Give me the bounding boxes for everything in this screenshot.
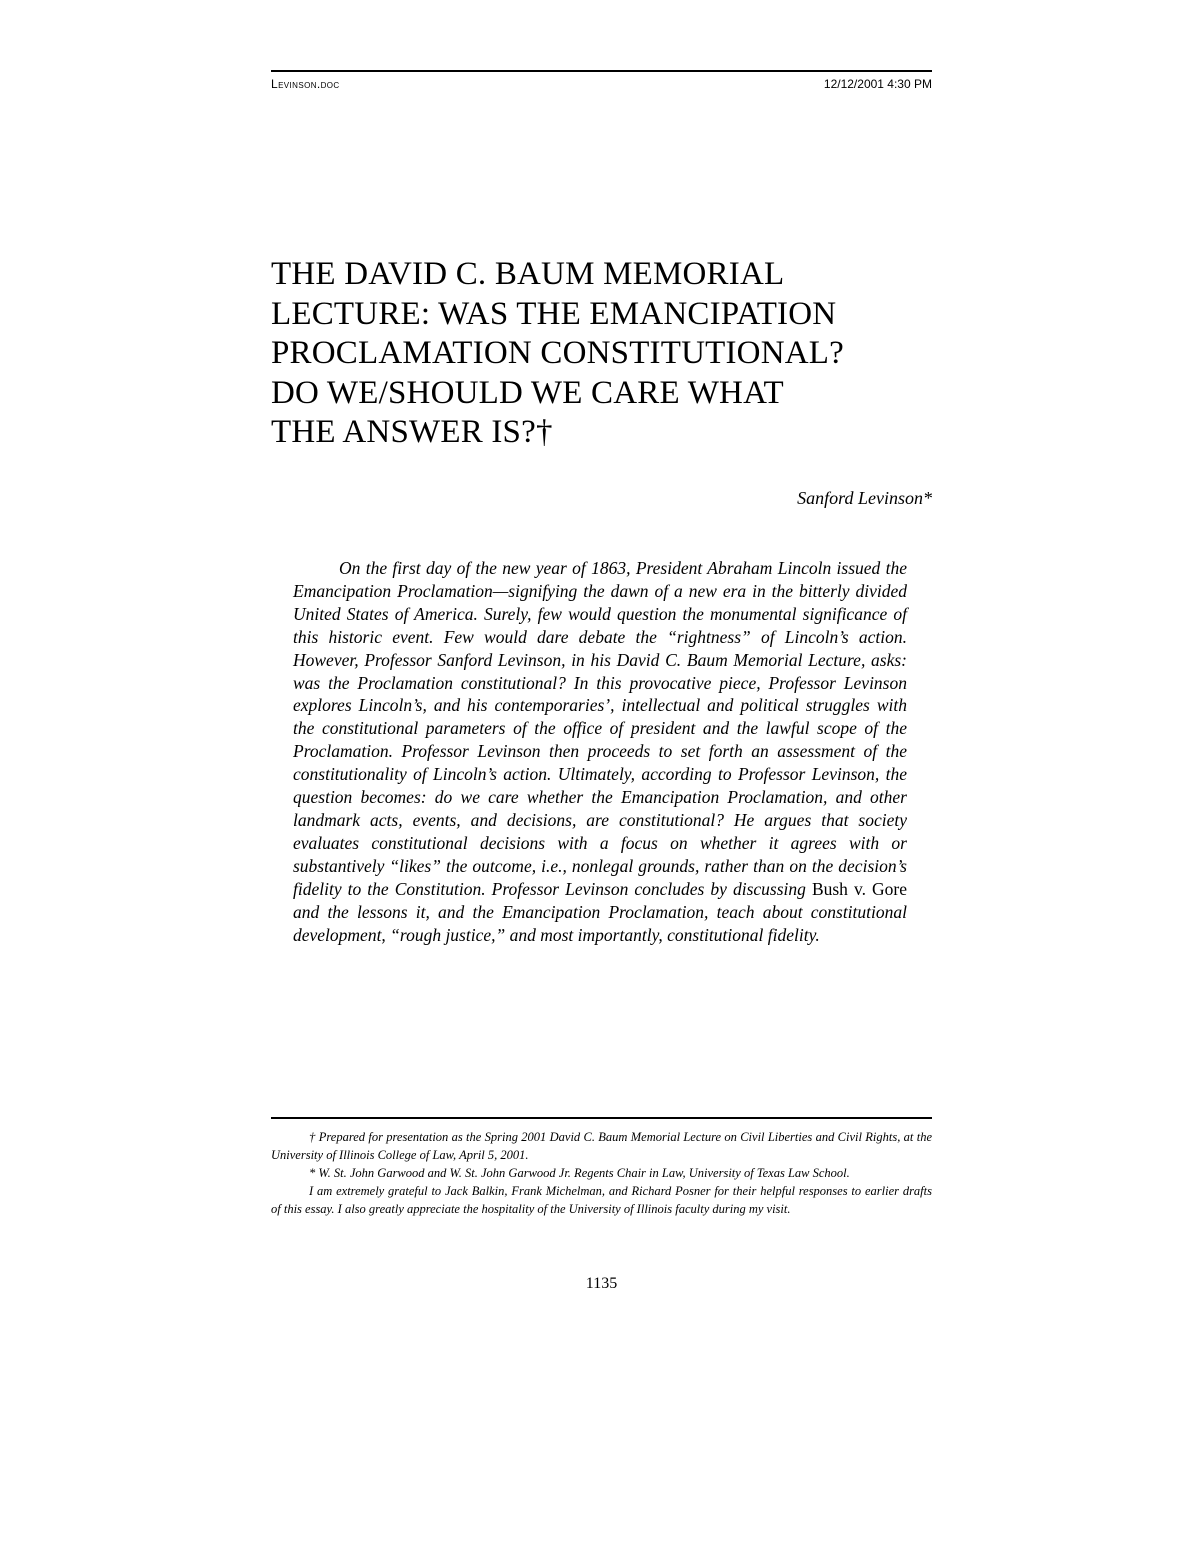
title-line: THE ANSWER IS?† — [271, 414, 553, 450]
header-filename: Levinson.doc — [271, 77, 340, 91]
footnote-divider — [271, 1117, 932, 1119]
article-title — [271, 255, 941, 453]
abstract-text: On the first day of the new year of 1863, President Abraham Lincoln issued the Emancipation Proclamation—signifying the dawn of a new era in the bitterly divided United States of America. Surely, few would question the monumental significance of this historic event. Few would dare debate the “rightness” of Lincoln’s action. However, Professor Sanford Levinson, in his David C. Baum Memorial Lecture, asks: was the Proclamation constitutional? In this provocative piece, Professor Levinson explores Lincoln’s, and his contemporaries’, intellectual and political struggles with the constitutional parameters of the office of president and the lawful scope of the Proclamation. Professor Levinson then proceeds to set forth an assessment of the constitutionality of Lincoln’s action. Ultimately, according to Professor Levinson, the question becomes: do we care whether the Emancipation Proclamation, and other landmark acts, events, and decisions, are constitutional? He argues that society evaluates constitutional decisions with a focus on whether it agrees with or substantively “likes” the outcome, i.e., nonlegal grounds, rather than on the decision’s fidelity to the Constitution. Professor Levinson concludes by discussing — [293, 558, 907, 899]
page-number: 1135 — [585, 1275, 618, 1292]
header-timestamp: 12/12/2001 4:30 PM — [823, 77, 932, 91]
author-name: Sanford Levinson* — [797, 488, 932, 508]
title-line: LECTURE: WAS THE EMANCIPATION — [271, 295, 837, 332]
abstract — [293, 557, 907, 946]
abstract-text-end: and the lessons it, and the Emancipation Proclamation, teach about constitutional development, “rough justice,” and most importantly, constitutional fidelity. — [293, 901, 907, 945]
title-line: THE DAVID C. BAUM MEMORIAL — [271, 256, 785, 292]
footnote-author: * W. St. John Garwood and W. St. John Garwood Jr. Regents Chair in Law, University of Texas Law School. — [309, 1166, 850, 1180]
title-line: DO WE/SHOULD WE CARE WHAT — [271, 374, 784, 411]
running-header — [271, 70, 932, 91]
title-line: PROCLAMATION CONSTITUTIONAL? — [271, 335, 844, 371]
footnote-acknowledgment: I am extremely grateful to Jack Balkin, Frank Michelman, and Richard Posner for their helpful responses to earlier drafts of this essay. I also greatly appreciate the hospitality of the University of Illinois faculty during my visit. — [271, 1184, 932, 1216]
footnote-dagger: † Prepared for presentation as the Spring 2001 David C. Baum Memorial Lecture on Civil Liberties and Civil Rights, at the University of Illinois College of Law, April 5, 2001. — [271, 1130, 932, 1162]
footnotes — [271, 1128, 932, 1218]
case-name: Bush v. Gore — [811, 878, 907, 899]
